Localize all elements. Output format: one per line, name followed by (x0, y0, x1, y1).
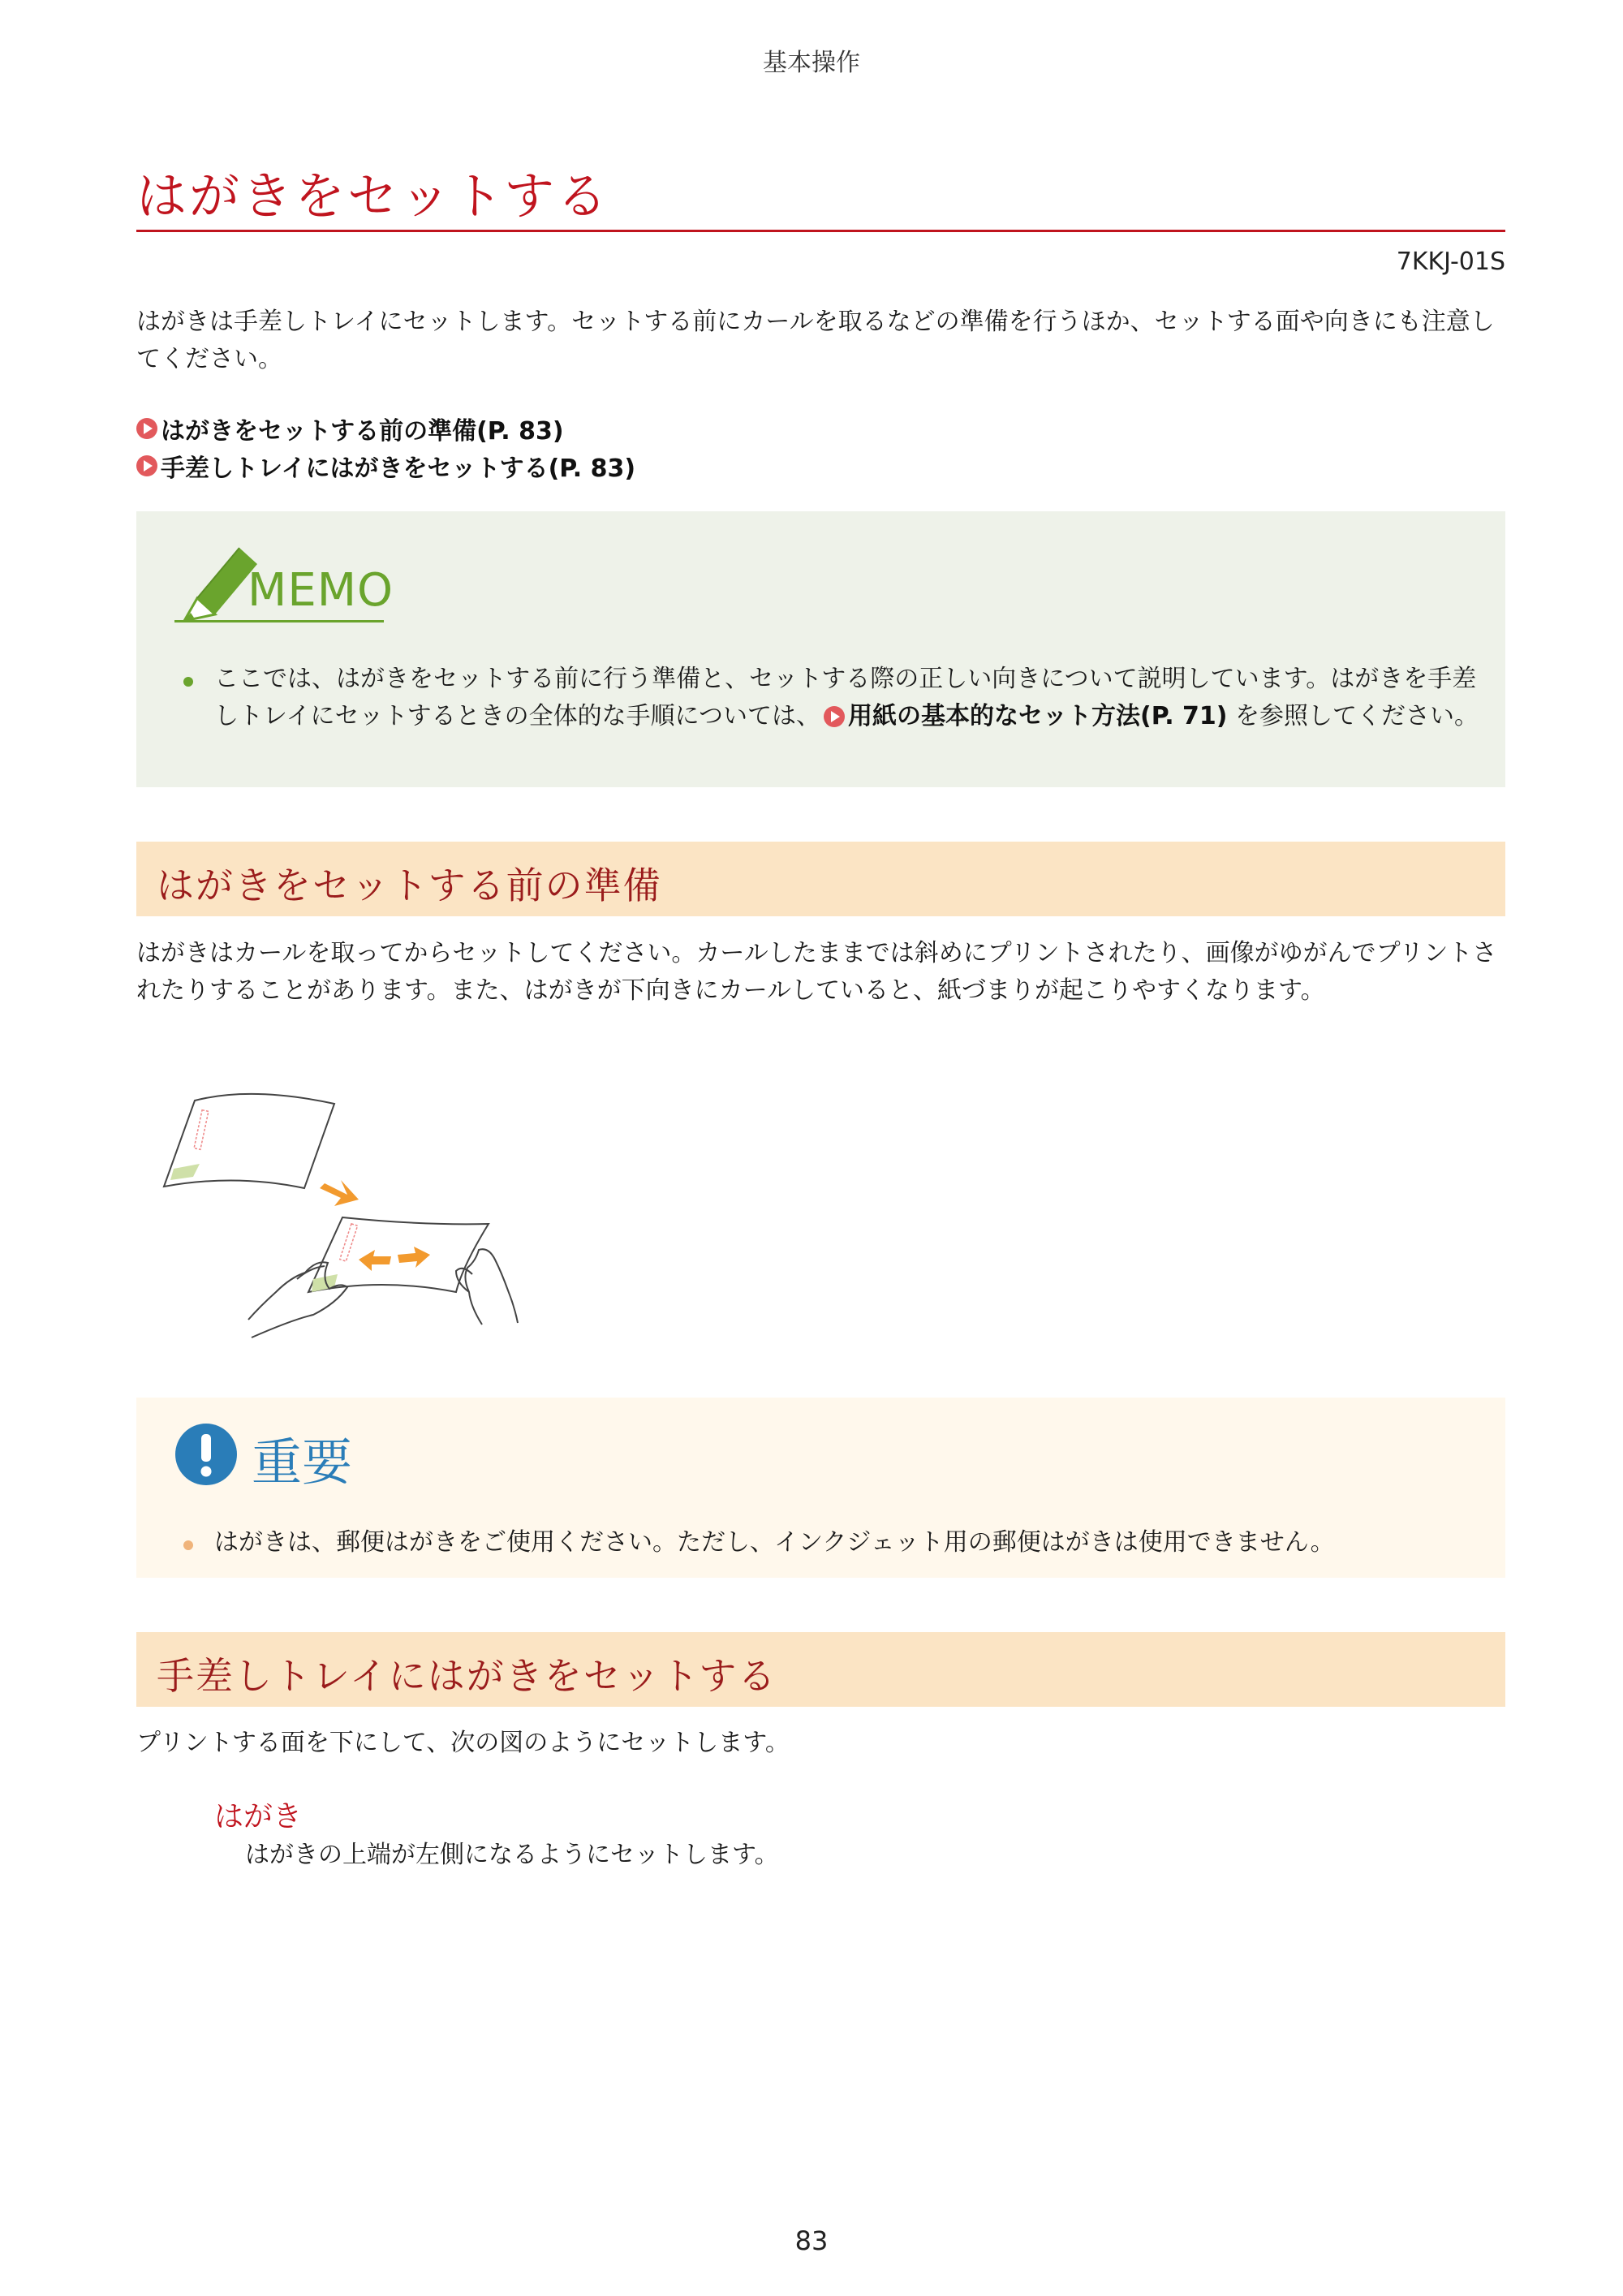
link-arrow-icon (136, 455, 157, 476)
exclamation-icon (174, 1423, 238, 1486)
memo-label: MEMO (248, 564, 394, 617)
page-title: はがきをセットする (136, 166, 610, 226)
important-label: 重要 (252, 1432, 353, 1492)
link-label: 手差しトレイにはがきをセットする(P. 83) (161, 454, 636, 483)
sub-heading-postcard: はがき (214, 1800, 303, 1833)
section-text-manual-tray: プリントする面を下にして、次の図のようにセットします。 (136, 1729, 790, 1757)
memo-text-before: ここでは、はがきをセットする前に行う準備と、セットする際の正しい向きについて説明しています。はがきを手差しトレイにセットするときの全体的な手順については、 (214, 665, 1477, 730)
sub-text-postcard: はがきの上端が左側になるようにセットします。 (245, 1841, 779, 1869)
title-divider (136, 230, 1505, 232)
link-basic-loading[interactable] (820, 702, 1228, 730)
intro-paragraph: はがきは手差しトレイにセットします。セットする前にカールを取るなどの準備を行うほか、セットする面や向きにも注意してください。 (136, 308, 1495, 373)
important-text: はがきは、郵便はがきをご使用ください。ただし、インクジェット用の郵便はがきは使用できません。 (214, 1528, 1335, 1557)
document-id: 7KKJ-01S (1396, 248, 1505, 276)
section-title-manual-tray: 手差しトレイにはがきをセットする (157, 1654, 777, 1698)
memo-text-after: を参照してください。 (1227, 702, 1479, 730)
memo-underline (174, 620, 384, 622)
section-title-preparation: はがきをセットする前の準備 (157, 864, 662, 907)
bullet-dot-icon (183, 677, 193, 687)
memo-text (214, 661, 1480, 735)
section-text-preparation: はがきはカールを取ってからセットしてください。カールしたままでは斜めにプリントされたり、画像がゆがんでプリントされたりすることがあります。また、はがきが下向きにカールしていると、紙づまりが起こりやすくなります。 (136, 939, 1497, 1005)
page-number: 83 (794, 2225, 829, 2256)
link-label: はがきをセットする前の準備(P. 83) (161, 417, 564, 446)
memo-box (136, 511, 1505, 787)
link-preparation[interactable] (136, 411, 564, 446)
postcard-curl-illustration (154, 1079, 527, 1355)
link-manual-tray[interactable] (136, 448, 635, 484)
link-arrow-icon (136, 418, 157, 439)
header-section-title: 基本操作 (763, 49, 860, 77)
link-label: 用紙の基本的なセット方法(P. 71) (848, 702, 1228, 730)
link-arrow-icon (824, 706, 845, 727)
bullet-dot-icon (183, 1540, 193, 1550)
